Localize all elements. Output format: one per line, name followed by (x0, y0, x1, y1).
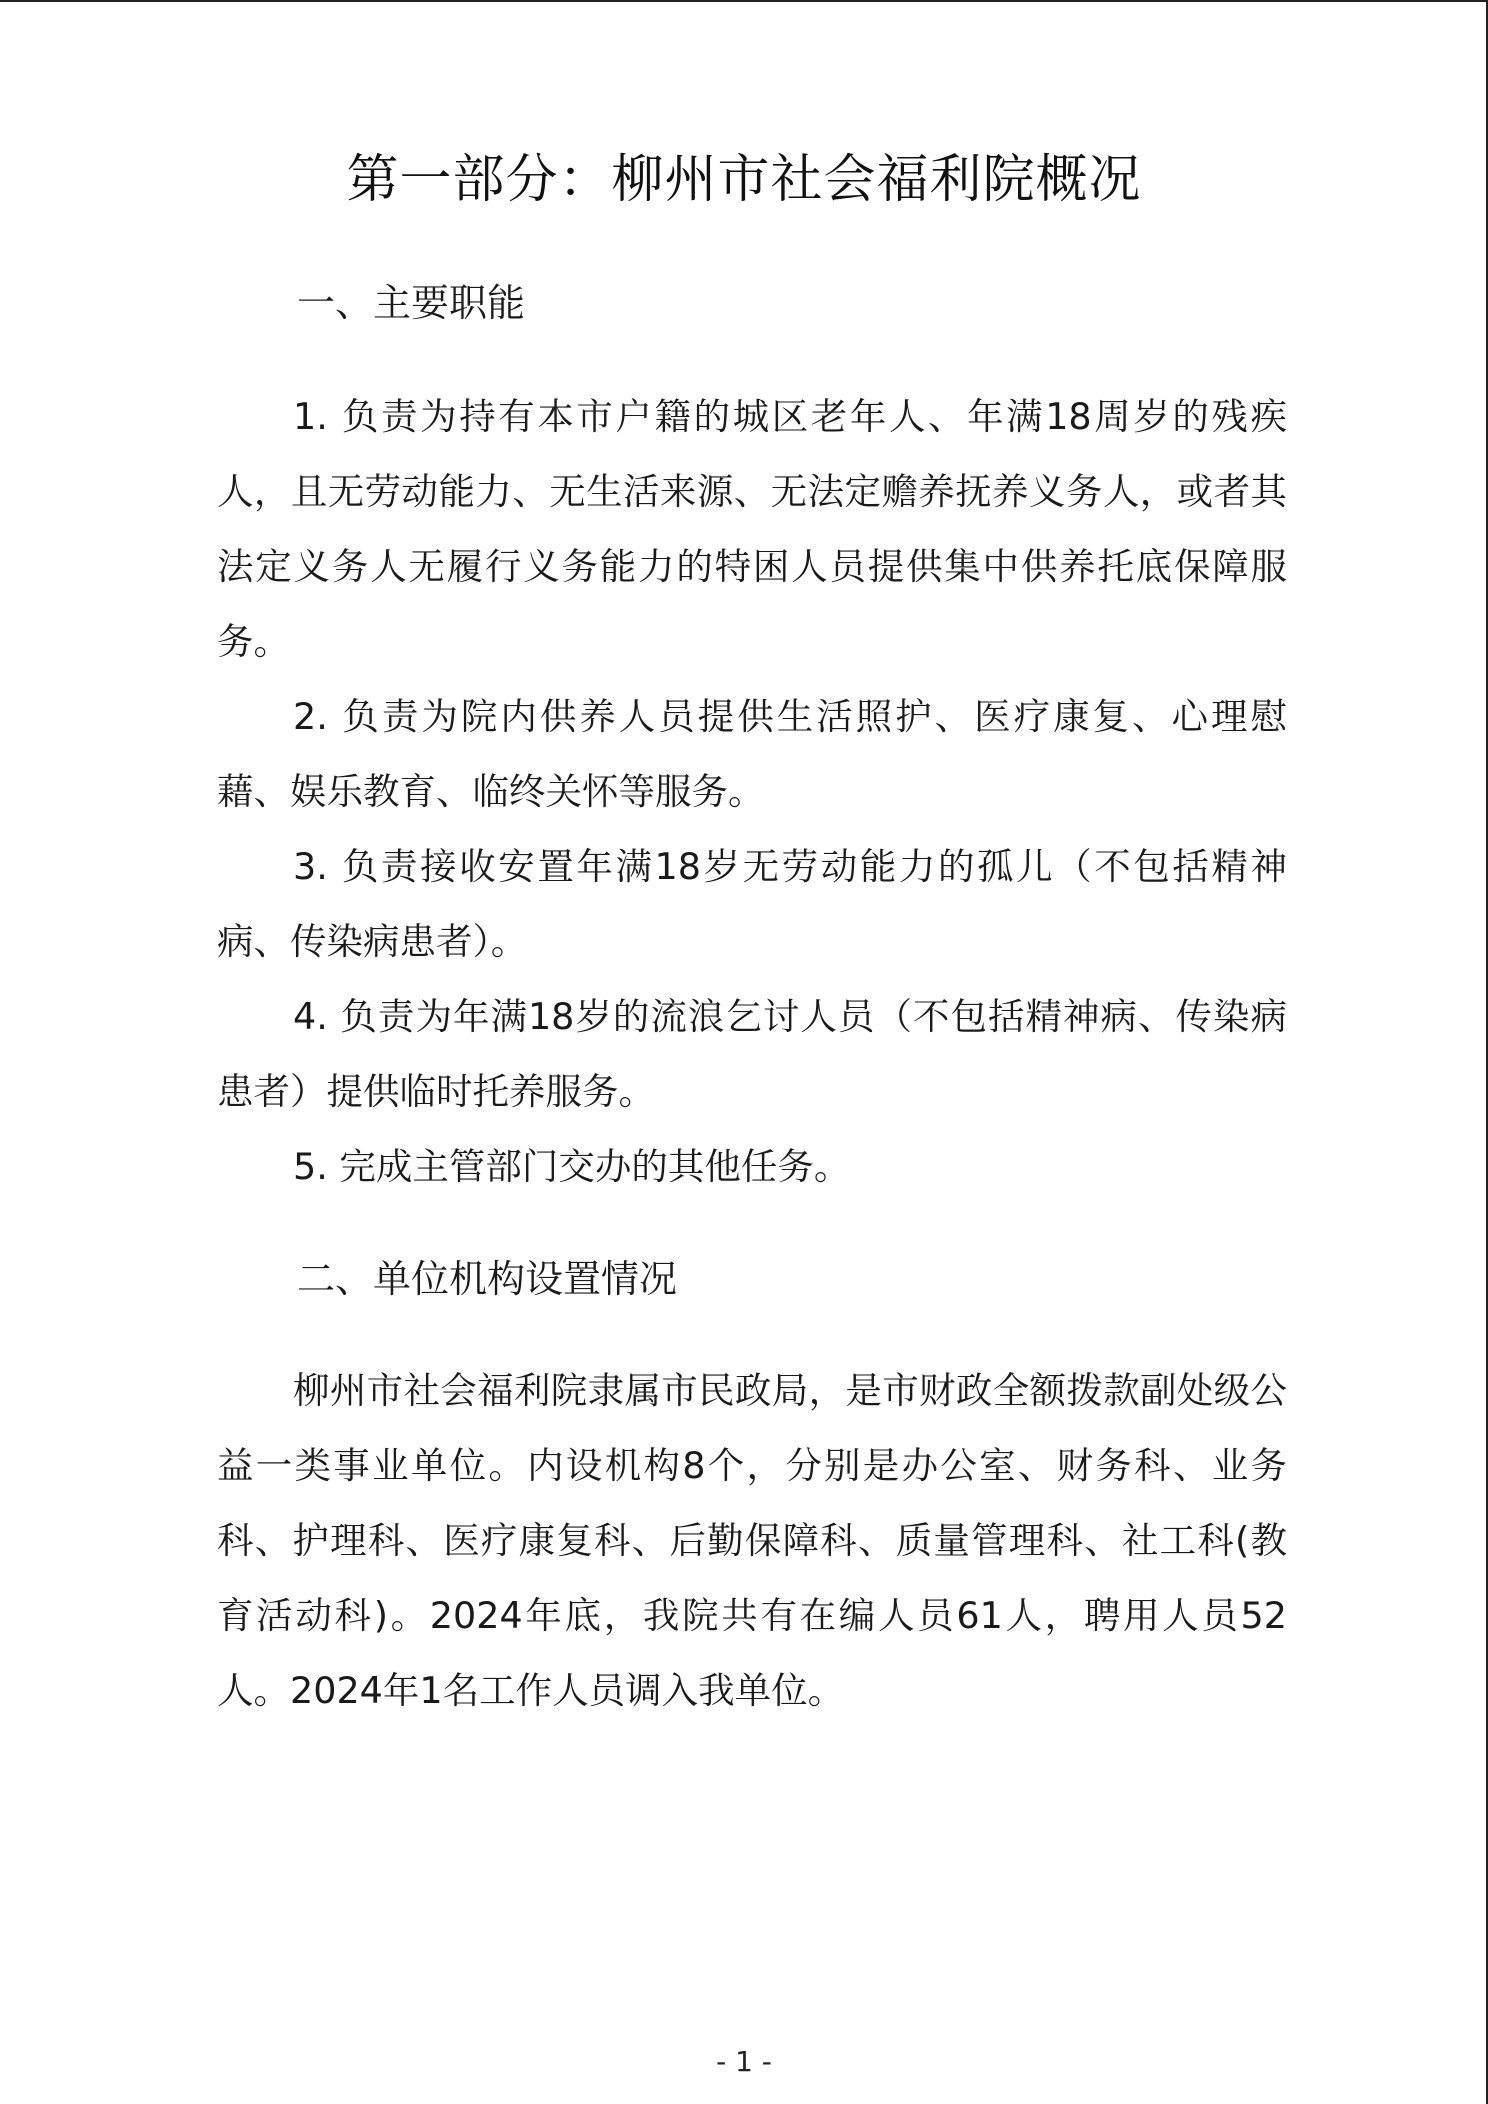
paragraph-organization: 柳州市社会福利院隶属市民政局，是市财政全额拨款副处级公益一类事业单位。内设机构8个，分别是办公室、财务科、业务科、护理科、医疗康复科、后勤保障科、质量管理科、社工科(教育活动科)。2024年底，我院共有在编人员61人，聘用人员52人。2024年1名工作人员调入我单位。 (217, 1369, 1287, 1712)
document-title: 第一部分：柳州市社会福利院概况 (346, 150, 1142, 210)
paragraph-function-1: 1. 负责为持有本市户籍的城区老年人、年满18周岁的残疾人，且无劳动能力、无生活来源、无法定赡养抚养义务人，或者其法定义务人无履行义务能力的特困人员提供集中供养托底保障服务。 (217, 395, 1287, 663)
document-body (217, 265, 1287, 1728)
paragraph-function-3: 3. 负责接收安置年满18岁无劳动能力的孤儿（不包括精神病、传染病患者）。 (217, 845, 1287, 963)
page-top-border (0, 0, 1488, 2)
paragraph-function-4: 4. 负责为年满18岁的流浪乞讨人员（不包括精神病、传染病患者）提供临时托养服务。 (217, 995, 1287, 1113)
paragraph-function-5: 5. 完成主管部门交办的其他任务。 (293, 1145, 851, 1188)
section-heading-main-functions: 一、主要职能 (297, 281, 526, 325)
page-number: - 1 - (716, 2045, 772, 2078)
section-heading-organization: 二、单位机构设置情况 (297, 1257, 678, 1301)
paragraph-function-2: 2. 负责为院内供养人员提供生活照护、医疗康复、心理慰藉、娱乐教育、临终关怀等服务。 (217, 695, 1287, 813)
